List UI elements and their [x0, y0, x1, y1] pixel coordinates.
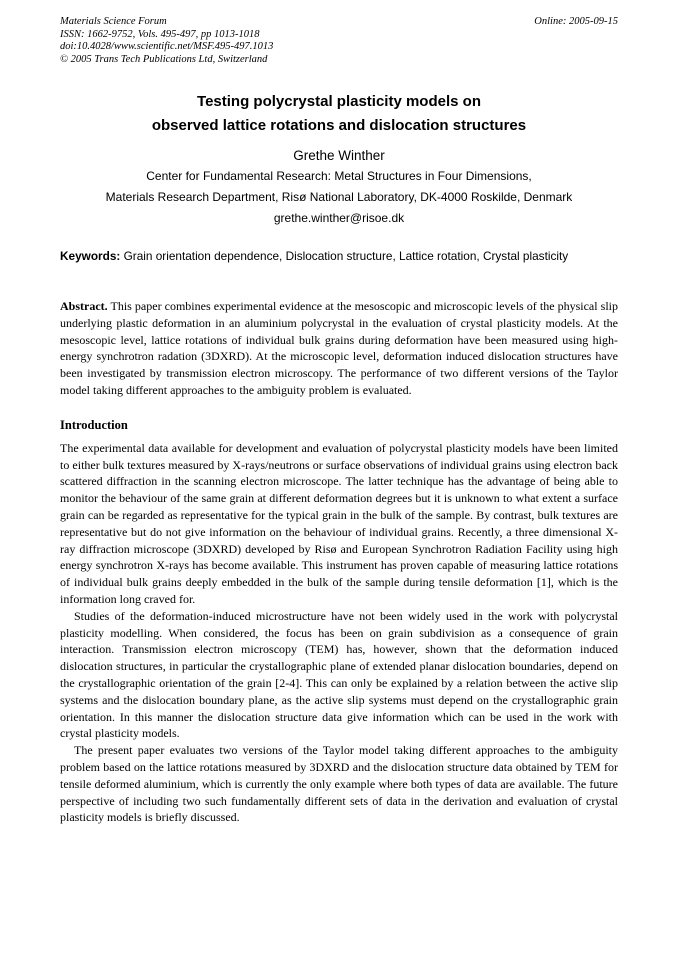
abstract-label: Abstract. — [60, 299, 108, 313]
intro-paragraph-3: The present paper evaluates two versions of the Taylor model taking different approaches to the ambiguity problem based on the lattice rotations measured by 3DXRD and the dislocation structure data obtained by TEM for tensile deformed aluminium, which is currently the only example where both types of data are available. The future perspective of including two such fundamentally different sets of data in the derivation and evaluation of crystal plasticity models is briefly discussed. — [60, 743, 618, 825]
intro-paragraph-1: The experimental data available for development and evaluation of polycrystal plasticity models have been limited to either bulk textures measured by X-rays/neutrons or surface observations of individual grains using electron back scattered diffraction in the scanning electron microscope. The latter technique has the advantage of being able to monitor the behaviour of the same grain at different deformation degrees but it is unknown to what extent a surface grain can be regarded as representative for the typical grain in the bulk of the sample. By contrast, bulk textures are representative but do not give information on the behaviour of individual grains. Recently, a three dimensional X-ray diffraction microscope (3DXRD) developed by Risø and European Synchrotron Radiation Facility using high energy synchrotron X-rays has become available. This instrument has proven capable of measuring lattice rotations of individual bulk grains deeply embedded in the bulk of the sample during tensile deformation [1], which is the information long craved for. — [60, 440, 618, 606]
paper-title-line-2: observed lattice rotations and dislocation structures — [151, 117, 527, 134]
keywords-text: Grain orientation dependence, Dislocation structure, Lattice rotation, Crystal plasticity — [120, 249, 569, 263]
section-heading-introduction: Introduction — [60, 417, 128, 432]
journal-info-block — [60, 16, 273, 66]
issn-line: ISSN: 1662-9752, Vols. 495-497, pp 1013-1018 — [60, 28, 260, 40]
author-name: Grethe Winther — [293, 148, 385, 163]
affiliation-line-2: Materials Research Department, Risø National Laboratory, DK-4000 Roskilde, Denmark — [105, 190, 573, 204]
affiliation-line-1: Center for Fundamental Research: Metal Structures in Four Dimensions, — [146, 169, 532, 183]
paper-title — [60, 90, 618, 138]
keywords-label: Keywords: — [60, 249, 121, 263]
online-date: Online: 2005-09-15 — [534, 16, 618, 27]
email-address: grethe.winther@risoe.dk — [273, 211, 405, 225]
paper-title-line-1: Testing polycrystal plasticity models on — [197, 93, 481, 110]
keywords-line — [60, 248, 618, 264]
affiliation-block — [60, 166, 618, 208]
abstract-paragraph — [60, 298, 618, 399]
journal-name: Materials Science Forum — [60, 16, 167, 27]
doi-line: doi:10.4028/www.scientific.net/MSF.495-497.1013 — [60, 41, 274, 52]
intro-paragraph-2: Studies of the deformation-induced microstructure have not been widely used in the work with polycrystal plasticity modelling. When considered, the focus has been on grain subdivision as a consequence of grain interaction. Transmission electron microscopy (TEM) has, however, shown that the deformation induced dislocation structures, in particular the crystallographic plane of extended planar dislocation boundaries, depend on the crystallographic orientation of the grain [2-4]. This can only be explained by a relation between the active slip systems and the dislocation boundary plane, as the active slip systems must depend on the crystallographic grain orientation. In this manner the dislocation structure data give information which can be used in the work with crystal plasticity models. — [60, 608, 618, 741]
abstract-text: This paper combines experimental evidence at the mesoscopic and microscopic levels of the physical slip underlying plastic deformation in an aluminium polycrystal in the evaluation of crystal plasticity models. At the mesoscopic level, lattice rotations of individual bulk grains during deformation have been measured using high-energy synchrotron radation (3DXRD). At the microscopic level, deformation induced dislocation structures have been investigated by transmission electron microscopy. The performance of two different versions of the Taylor model taking different approaches to the ambiguity problem is evaluated. — [60, 299, 618, 397]
copyright-line: © 2005 Trans Tech Publications Ltd, Switzerland — [60, 53, 268, 65]
journal-header — [60, 16, 618, 66]
